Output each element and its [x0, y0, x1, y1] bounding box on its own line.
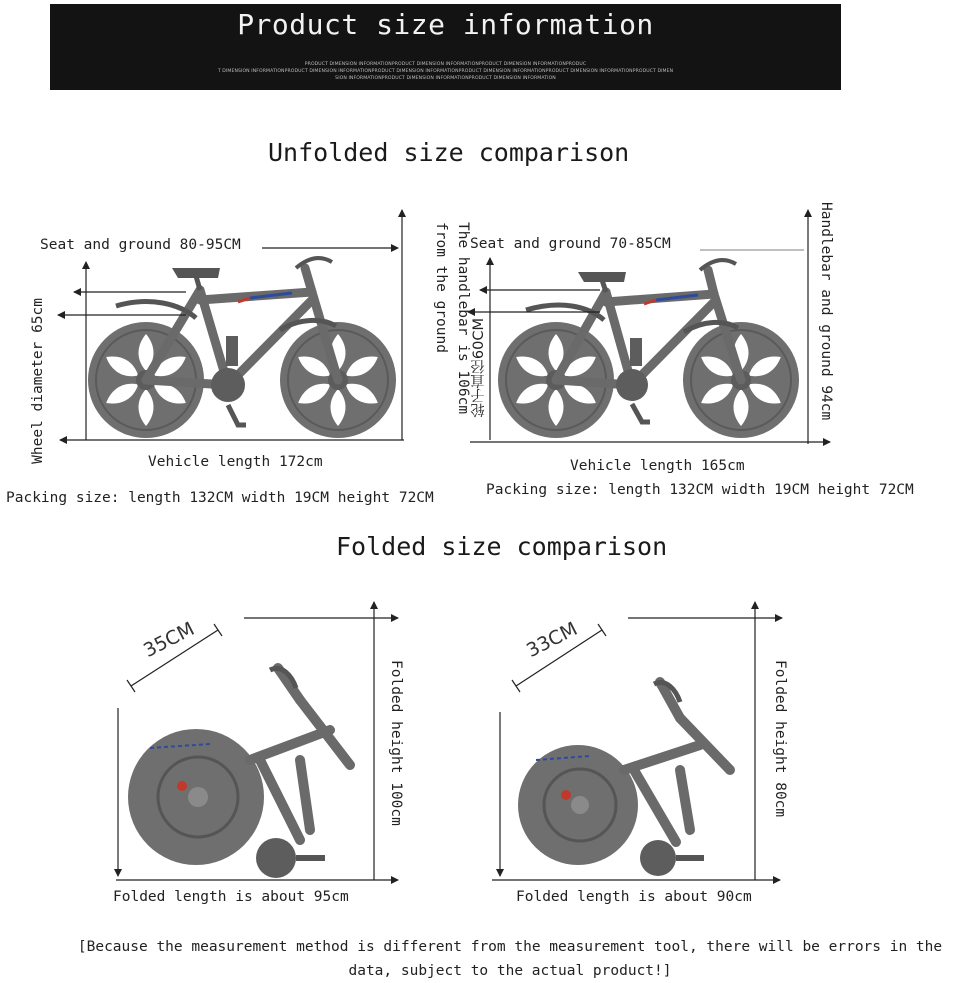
packing-size-label-right: Packing size: length 132CM width 19CM height 72CM: [486, 482, 914, 498]
bike-unfolded-right: [498, 260, 799, 438]
measurement-disclaimer: [Because the measurement method is different from the measurement tool, there will be errors in the data, subject to the actual product!]: [77, 939, 943, 979]
folded-height-label-left: Folded height 100cm: [388, 660, 404, 826]
wheel-diameter-label-right: 轮子直径60CM: [471, 318, 487, 418]
folded-depth-label-left: 35CM: [140, 617, 198, 662]
bike-folded-left: [128, 668, 350, 878]
folded-depth-label-right: 33CM: [523, 617, 581, 662]
banner-fine-print-2: T DIMENSION INFORMATIONPRODUCT DIMENSION INFORMATIONPRODUCT DIMENSION INFORMATIONPRODUCT DIMENSION INFORMATIONPRODUCT DIMENSION INFORMATIONPRODUCT DIMEN: [217, 69, 674, 74]
banner-fine-print-3: SION INFORMATIONPRODUCT DIMENSION INFORMATIONPRODUCT DIMENSION INFORMATION: [335, 76, 556, 81]
wheel-diameter-label-left: Wheel diameter 65cm: [30, 298, 46, 464]
vehicle-length-label-left: Vehicle length 172cm: [148, 454, 323, 470]
bike-unfolded-left: [88, 258, 396, 438]
folded-heading: Folded size comparison: [336, 532, 668, 561]
folded-length-label-right: Folded length is about 90cm: [516, 889, 752, 905]
vehicle-length-label-right: Vehicle length 165cm: [570, 458, 745, 474]
packing-size-label-left: Packing size: length 132CM width 19CM height 72CM: [6, 490, 434, 506]
banner-fine-print-1: PRODUCT DIMENSION INFORMATIONPRODUCT DIMENSION INFORMATIONPRODUCT DIMENSION INFORMATIONPRODUC: [304, 62, 587, 67]
folded-length-label-left: Folded length is about 95cm: [113, 889, 349, 905]
seat-height-label-left: Seat and ground 80-95CM: [40, 237, 241, 253]
handlebar-height-label-right: Handlebar and ground 94cm: [818, 202, 834, 421]
seat-height-label-right: Seat and ground 70-85CM: [470, 236, 671, 252]
unfolded-heading: Unfolded size comparison: [268, 138, 630, 167]
banner-title: Product size information: [237, 8, 654, 41]
handlebar-height-label-left: The handlebar is 106cm from the ground: [433, 222, 471, 415]
bike-folded-right: [518, 682, 730, 876]
folded-height-label-right: Folded height 80cm: [772, 660, 788, 818]
